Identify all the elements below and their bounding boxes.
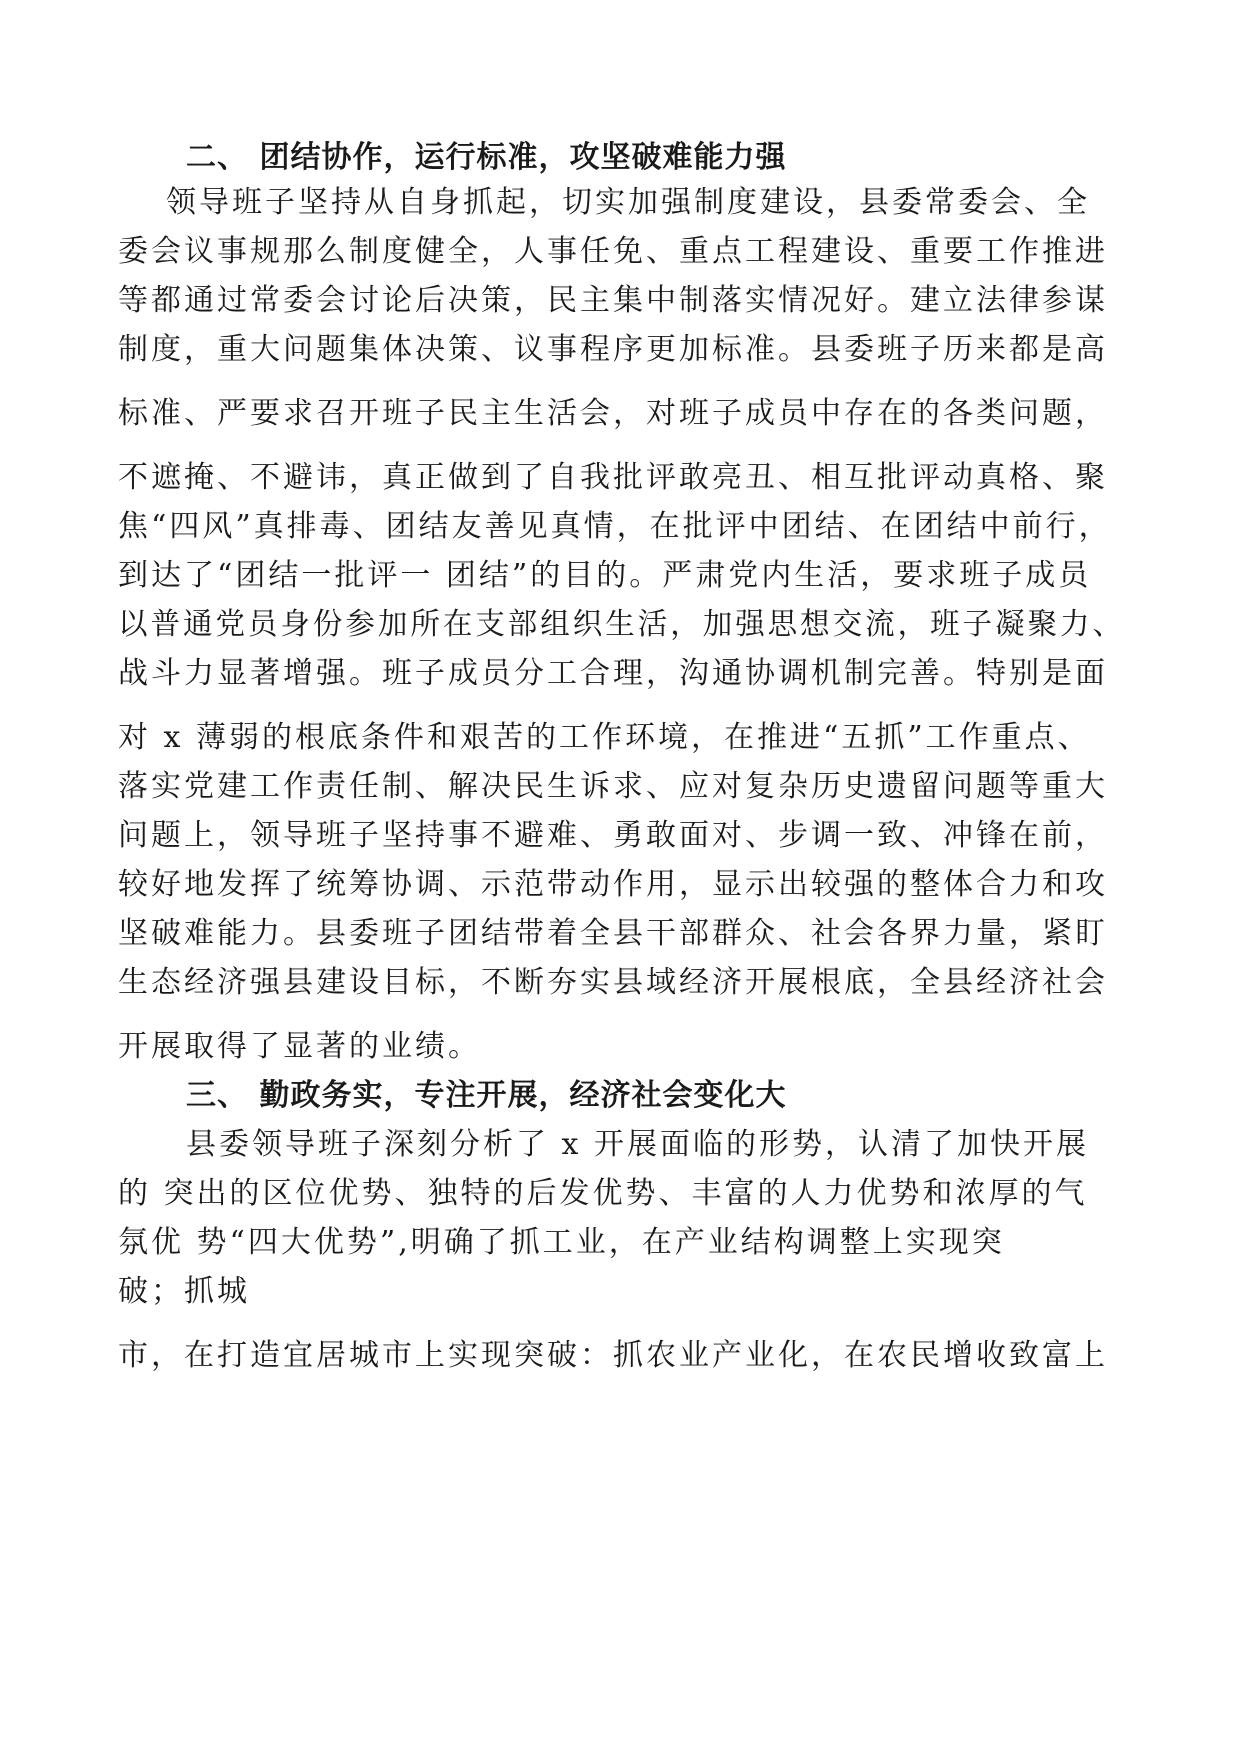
paragraph-line: 对 x 薄弱的根底条件和艰苦的工作环境，在推进“五抓”工作重点、 — [118, 720, 1091, 755]
paragraph-line: 落实党建工作责任制、解决民生诉求、应对复杂历史遗留问题等重大 — [118, 769, 1108, 804]
paragraph-line: 标准、严要求召开班子民主生活会，对班子成员中存在的各类问题， — [118, 396, 1108, 431]
section-heading-2: 二、 团结协作，运行标准，攻坚破难能力强 — [186, 140, 787, 175]
paragraph-line: 破；抓城 — [118, 1274, 250, 1309]
paragraph-line: 市，在打造宜居城市上实现突破：抓农业产业化，在农民增收致富上 — [118, 1338, 1108, 1373]
section-heading-3: 三、 勤政务实，专注开展，经济社会变化大 — [186, 1078, 787, 1113]
paragraph-line: 问题上，领导班子坚持事不避难、勇敢面对、步调一致、冲锋在前， — [118, 818, 1108, 853]
paragraph-line: 较好地发挥了统筹协调、示范带动作用，显示出较强的整体合力和攻 — [118, 867, 1108, 902]
paragraph-line: 的 突出的区位优势、独特的后发优势、丰富的人力优势和浓厚的气 — [118, 1176, 1088, 1211]
paragraph-line: 不遮掩、不避讳，真正做到了自我批评敢亮丑、相互批评动真格、聚 — [118, 460, 1108, 495]
paragraph-line: 以普通党员身份参加所在支部组织生活，加强思想交流，班子凝聚力、 — [118, 607, 1125, 642]
paragraph-line: 焦“四风”真排毒、团结友善见真情，在批评中团结、在团结中前行， — [118, 509, 1112, 544]
paragraph-line: 县委领导班子深刻分析了 x 开展面临的形势，认清了加快开展 — [186, 1127, 1089, 1162]
paragraph-line: 坚破难能力。县委班子团结带着全县干部群众、社会各界力量，紧盯 — [118, 916, 1108, 951]
paragraph-line: 制度，重大问题集体决策、议事程序更加标准。县委班子历来都是高 — [118, 332, 1108, 367]
paragraph-line: 氛优 势“四大优势”,明确了抓工业，在产业结构调整上实现突 — [118, 1225, 1005, 1260]
paragraph-line: 委会议事规那么制度健全，人事任免、重点工程建设、重要工作推进 — [118, 234, 1108, 269]
paragraph-line: 生态经济强县建设目标，不断夯实县域经济开展根底，全县经济社会 — [118, 965, 1108, 1000]
paragraph-line: 领导班子坚持从自身抓起，切实加强制度建设，县委常委会、全 — [166, 185, 1090, 220]
paragraph-line: 战斗力显著增强。班子成员分工合理，沟通协调机制完善。特别是面 — [118, 656, 1108, 691]
paragraph-line: 开展取得了显著的业绩。 — [118, 1029, 481, 1064]
paragraph-line: 到达了“团结一批评一 团结”的目的。严肃党内生活，要求班子成员 — [118, 558, 1092, 593]
paragraph-line: 等都通过常委会讨论后决策，民主集中制落实情况好。建立法律参谋 — [118, 283, 1108, 318]
